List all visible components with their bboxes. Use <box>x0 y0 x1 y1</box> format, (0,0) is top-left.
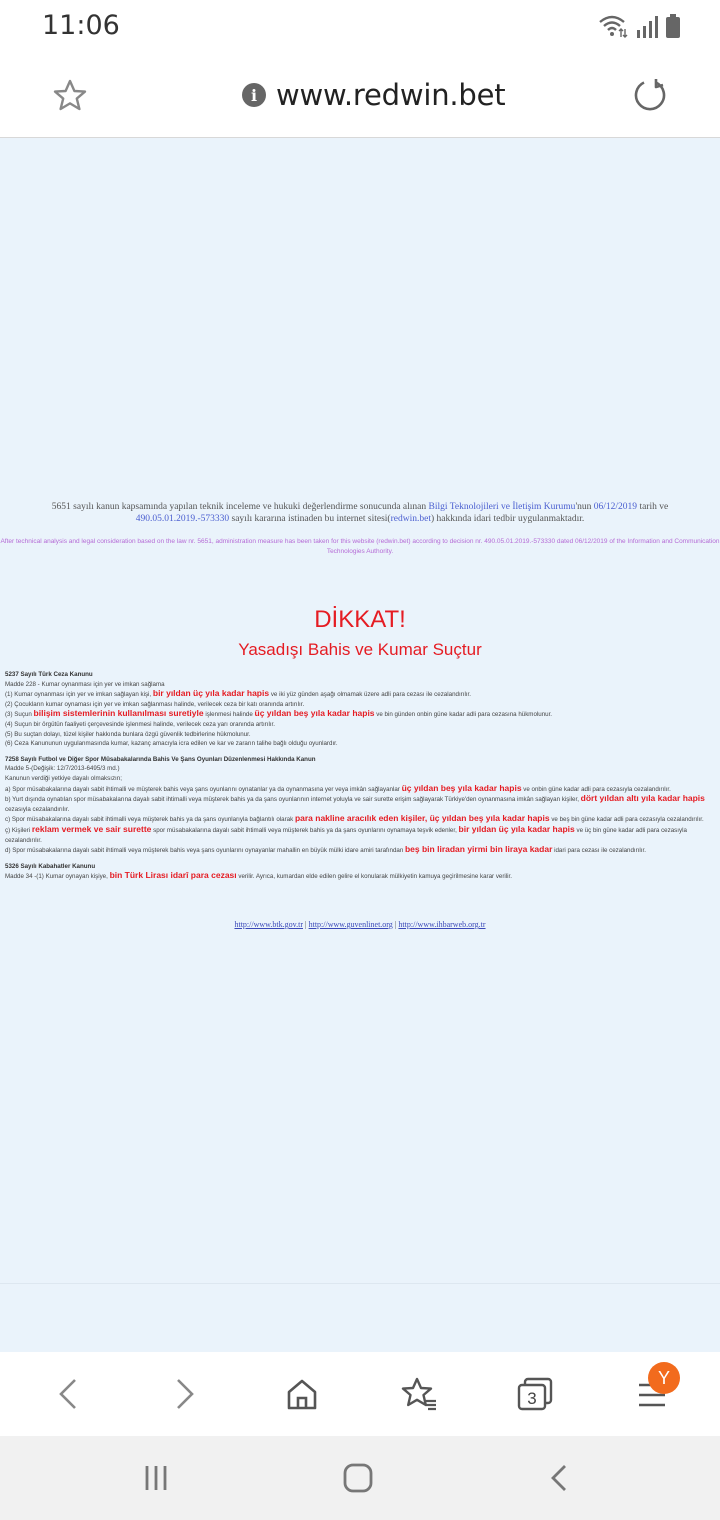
law-5237-clause: (5) Bu suçtan dolayı, tüzel kişiler hakkında bunlara özgü güvenlik tedbirlerine hükmolunur. <box>5 730 251 738</box>
notice-text: sayılı kararına istinaden bu internet sitesi( <box>229 514 391 524</box>
authority-name: Bilgi Teknolojileri ve İletişim Kurumu <box>428 502 576 512</box>
status-time: 11:06 <box>42 10 120 41</box>
star-outline-icon <box>50 76 90 116</box>
url-field[interactable] <box>242 78 505 112</box>
law-7258-clause: a) Spor müsabakalarına dayalı sabit ihtimalli ve müşterek bahis veya şans oyunlarını oynatanlar ya da oynanmasına yer veya imkân sağlayanlar üç yıldan beş yıla kadar hapis ve onbin güne kadar adli para cezasıyla cezalandırılır. <box>5 782 671 793</box>
system-nav-bar <box>0 1436 720 1520</box>
law-5326-clause: Madde 34 -(1) Kumar oynayan kişiye, bin Türk Lirası idarî para cezası verilir. Ayrıca, kumardan elde edilen gelire el konularak mülkiyetin kamuya geçirilmesine karar verilir. <box>5 870 512 881</box>
reload-button[interactable] <box>630 76 670 116</box>
law-5237-clause: (2) Çocukların kumar oynaması için yer ve imkan sağlanması halinde, verilecek ceza bir katı oranında artırılır. <box>5 700 305 708</box>
info-icon[interactable]: i <box>242 83 266 107</box>
system-home-button[interactable] <box>336 1458 380 1498</box>
bookmark-star-icon <box>400 1376 438 1412</box>
notice-text: ) hakkında idari tedbir uygulanmaktadır. <box>430 514 585 524</box>
warning-subtitle: Yasadışı Bahis ve Kumar Suçtur <box>238 640 482 659</box>
law-7258-clause: b) Yurt dışında oynatılan spor müsabakalarına dayalı sabit ihtimalli veya müşterek bahis ya da şans oyunlarının internet yoluyla ve sair surette erişim sağlayarak Türkiye'den oynanmasına imkân sağlayan kişiler, dört yıldan altı yıla kadar hapis cezasıyla cezalandırılır. <box>5 793 705 813</box>
forward-arrow-icon <box>170 1377 200 1411</box>
account-badge[interactable]: Y <box>648 1362 680 1394</box>
law-7258-clause: d) Spor müsabakalarına dayalı sabit ihtimalli veya müşterek bahis veya şans oyunlarını oynayanlar mahallin en büyük mülki idare amiri tarafından beş bin liradan yirmi bin liraya kadar idari para cezası ile cezalandırılır. <box>5 844 646 855</box>
recents-icon <box>141 1463 171 1493</box>
link-separator: | <box>394 920 397 929</box>
notice-text: tarih ve <box>637 502 669 512</box>
decision-number: 490.05.01.2019.-573330 <box>135 514 230 524</box>
back-chevron-icon <box>545 1463 575 1493</box>
content-divider <box>0 1283 720 1284</box>
home-button[interactable] <box>280 1372 324 1416</box>
signal-icon <box>636 16 658 38</box>
law-5237-clause: (3) Suçun bilişim sistemlerinin kullanılması suretiyle işlenmesi halinde üç yıldan beş yıla kadar hapis ve bin günden onbin güne kadar adli para cezasına hükmolunur. <box>5 708 553 719</box>
status-icons <box>598 14 680 38</box>
law-5237-title: 5237 Sayılı Türk Ceza Kanunu <box>5 671 93 678</box>
browser-toolbar <box>0 1352 720 1436</box>
recents-button[interactable] <box>134 1458 178 1498</box>
url-text[interactable]: www.redwin.bet <box>276 78 506 112</box>
link-separator: | <box>304 920 307 929</box>
law-5237-clause: (6) Ceza Kanununun uygulanmasında kumar, kazanç amacıyla icra edilen ve kar ve zararın talihe bağlı olduğu oyunlardır. <box>5 740 338 748</box>
law-texts <box>5 670 717 882</box>
tabs-button[interactable] <box>513 1372 557 1416</box>
warning-title: DİKKAT! <box>314 606 406 633</box>
site-name: redwin.bet <box>390 514 431 524</box>
link-guvenlinet[interactable]: http://www.guvenlinet.org <box>308 920 393 929</box>
reload-icon <box>630 76 670 116</box>
link-btk[interactable]: http://www.btk.gov.tr <box>234 920 303 929</box>
law-7258-title: 7258 Sayılı Futbol ve Diğer Spor Müsabakalarında Bahis Ve Şans Oyunları Düzenlenmesi Hakkında Kanun <box>5 755 316 763</box>
status-bar <box>0 0 720 56</box>
law-5326-title: 5326 Sayılı Kabahatler Kanunu <box>5 862 96 870</box>
law-7258-clause: c) Spor müsabakalarına dayalı sabit ihtimalli veya müşterek bahis ya da şans oyunlarıyla bağlantılı olarak para nakline aracılık eden kişiler, üç yıldan beş yıla kadar hapis ve beş bin güne kadar adli para cezasıyla cezalandırılır. <box>5 813 704 824</box>
block-notice-turkish <box>30 501 690 525</box>
bookmarks-button[interactable] <box>397 1372 441 1416</box>
system-back-button[interactable] <box>538 1458 582 1498</box>
forward-button[interactable] <box>163 1372 207 1416</box>
notice-text: 5651 sayılı kanun kapsamında yapılan teknik inceleme ve hukuki değerlendirme sonucunda alınan <box>51 502 429 512</box>
law-7258-clause: ç) Kişileri reklam vermek ve sair surette spor müsabakalarına dayalı sabit ihtimalli veya müşterek bahis ya da şans oyunlarını oynamaya teşvik edenler, bir yıldan üç yıla kadar hapis ve üç bin güne kadar adli para cezasıyla cezalandırılır. <box>5 823 687 844</box>
law-5237-clause: (1) Kumar oynanması için yer ve imkan sağlayan kişi, bir yıldan üç yıla kadar hapis ve iki yüz günden aşağı olmamak üzere adli para cezası ile cezalandırılır. <box>5 688 471 699</box>
link-ihbarweb[interactable]: http://www.ihbarweb.org.tr <box>398 920 486 929</box>
decision-date: 06/12/2019 <box>593 502 638 512</box>
reference-links <box>0 920 720 929</box>
battery-icon <box>666 14 680 38</box>
law-7258-intro: Kanunun verdiği yetkiye dayalı olmaksızın; <box>5 774 122 782</box>
home-icon <box>285 1377 319 1411</box>
home-circle-icon <box>342 1462 374 1494</box>
law-5237-article: Madde 228 - Kumar oynanması için yer ve imkan sağlama <box>5 680 165 688</box>
address-bar <box>0 56 720 138</box>
back-arrow-icon <box>53 1377 83 1411</box>
wifi-icon <box>598 14 628 38</box>
tabs-icon <box>516 1377 554 1411</box>
web-page-content <box>0 138 720 1352</box>
favorite-button[interactable] <box>50 76 90 116</box>
tabs-count: 3 <box>527 1389 537 1408</box>
back-button[interactable] <box>46 1372 90 1416</box>
block-notice-english: After technical analysis and legal consideration based on the law nr. 5651, administration measure has been taken for this website (redwin.bet) according to decision nr. 490.05.01.2019.-573330 dated 06/12/2019 of the Information and Communication Technologies Authority. <box>0 538 720 555</box>
law-7258-article: Madde 5-(Değişik: 12/7/2013-6495/3 md.) <box>5 765 120 773</box>
notice-text: 'nun <box>575 502 594 512</box>
law-5237-clause: (4) Suçun bir örgütün faaliyeti çerçevesinde işlenmesi halinde, verilecek ceza yarı oranında artırılır. <box>5 720 275 728</box>
